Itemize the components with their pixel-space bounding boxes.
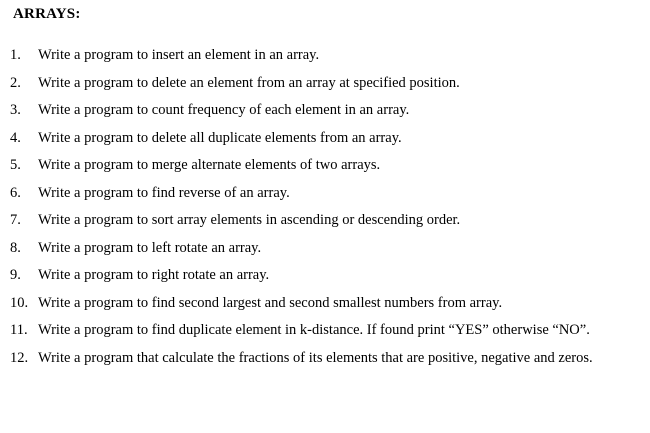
item-text: Write a program to insert an element in an array. xyxy=(38,47,320,63)
list-item xyxy=(10,235,640,263)
item-text: Write a program to sort array elements in ascending or descending order. xyxy=(38,212,461,228)
list-item xyxy=(10,290,640,318)
item-number: 10. xyxy=(10,294,29,311)
item-text: Write a program to delete an element from an array at specified position. xyxy=(38,74,460,91)
item-text: Write a program to find second largest and second smallest numbers from array. xyxy=(38,294,503,311)
list-item xyxy=(10,42,640,70)
list-item xyxy=(10,70,640,98)
list-item xyxy=(10,317,640,345)
list-item xyxy=(10,97,640,125)
item-text: Write a program that calculate the fractions of its elements that are positive, negative and zeros. xyxy=(38,349,593,366)
list-item xyxy=(10,180,640,208)
item-number: 3. xyxy=(10,102,21,118)
list-item xyxy=(10,152,640,180)
list-item xyxy=(10,125,640,153)
item-text: Write a program to find reverse of an array. xyxy=(38,184,290,201)
item-text: Write a program to merge alternate elements of two arrays. xyxy=(38,157,381,173)
item-number: 6. xyxy=(10,184,21,201)
item-text: Write a program to left rotate an array. xyxy=(38,239,262,256)
item-text: Write a program to right rotate an array. xyxy=(38,267,270,283)
item-number: 1. xyxy=(10,47,21,63)
item-number: 5. xyxy=(10,157,21,173)
item-text: Write a program to count frequency of each element in an array. xyxy=(38,102,410,118)
item-text: Write a program to delete all duplicate elements from an array. xyxy=(38,129,402,146)
item-number: 4. xyxy=(10,129,21,146)
item-number: 11. xyxy=(10,322,28,338)
item-number: 7. xyxy=(10,212,21,228)
item-number: 2. xyxy=(10,74,21,91)
exercise-list xyxy=(10,42,640,372)
item-text: Write a program to find duplicate element in k-distance. If found print “YES” otherwise “NO”. xyxy=(38,322,590,338)
list-item xyxy=(10,262,640,290)
list-item xyxy=(10,207,640,235)
section-heading: ARRAYS: xyxy=(13,6,81,22)
item-number: 12. xyxy=(10,349,29,366)
item-number: 8. xyxy=(10,239,21,256)
item-number: 9. xyxy=(10,267,21,283)
list-item xyxy=(10,345,640,373)
